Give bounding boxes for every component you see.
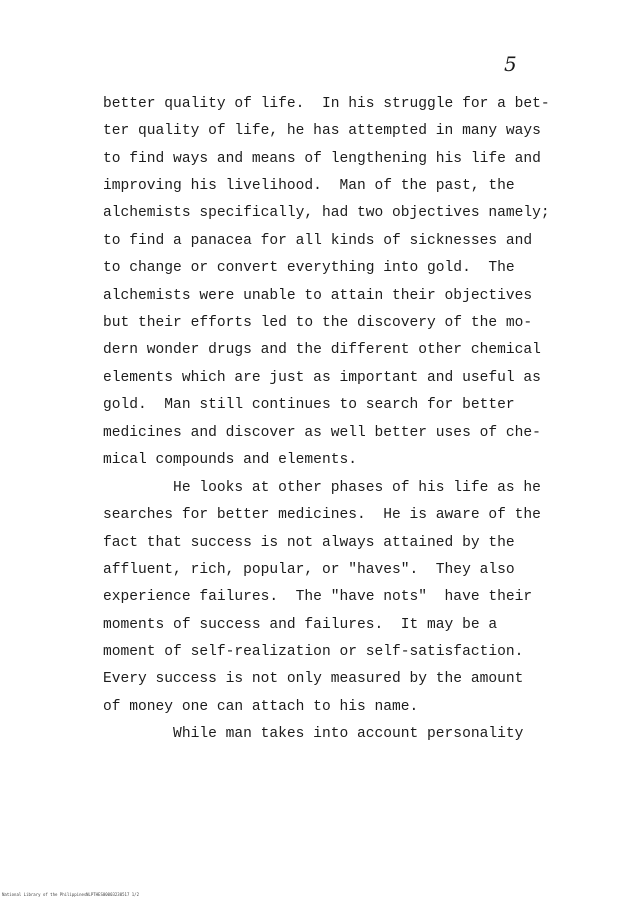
footer-document-id: NLPTHES00003230517 1/2 (86, 892, 139, 897)
text-line: to find ways and means of lengthening his life and (103, 151, 541, 167)
text-line: but their efforts led to the discovery of the mo- (103, 315, 533, 331)
text-line: ter quality of life, he has attempted in many ways (103, 123, 541, 139)
text-line: moment of self-realization or self-satisfaction. (103, 644, 524, 660)
text-line: gold. Man still continues to search for better (103, 397, 515, 413)
text-line: Every success is not only measured by the amount (103, 671, 524, 687)
text-line: experience failures. The "have nots" have their (103, 589, 533, 605)
text-line: alchemists were unable to attain their objectives (103, 288, 533, 304)
text-line: of money one can attach to his name. (103, 699, 419, 715)
footer-library-label: National Library of the Philippines (2, 892, 87, 897)
page-number: 5 (504, 52, 517, 76)
text-line: searches for better medicines. He is aware of the (103, 507, 541, 523)
text-line: mical compounds and elements. (103, 452, 357, 468)
text-line: moments of success and failures. It may be a (103, 617, 498, 633)
text-line: dern wonder drugs and the different other chemical (103, 342, 541, 358)
text-line: While man takes into account personality (103, 726, 524, 742)
text-line: elements which are just as important and useful as (103, 370, 541, 386)
text-line: to change or convert everything into gold. The (103, 260, 515, 276)
text-line: affluent, rich, popular, or "haves". They also (103, 562, 515, 578)
text-line: He looks at other phases of his life as he (103, 480, 541, 496)
text-line: fact that success is not always attained by the (103, 535, 515, 551)
text-line: medicines and discover as well better uses of che- (103, 425, 541, 441)
text-line: improving his livelihood. Man of the past, the (103, 178, 515, 194)
text-line: better quality of life. In his struggle for a bet- (103, 96, 550, 112)
text-line: to find a panacea for all kinds of sicknesses and (103, 233, 533, 249)
text-line: alchemists specifically, had two objectives namely; (103, 205, 550, 221)
